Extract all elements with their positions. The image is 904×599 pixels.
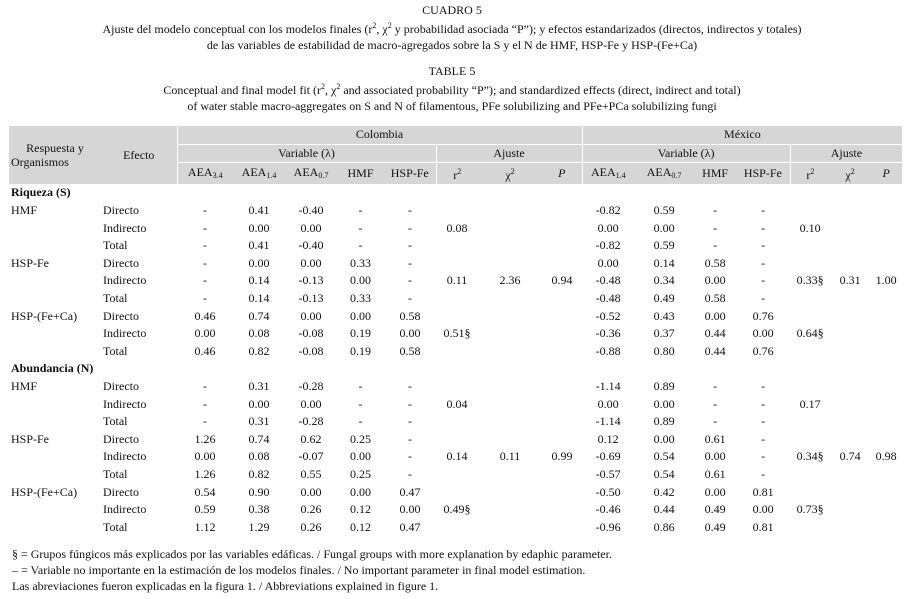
mexico-value: - (713, 379, 718, 394)
empty-cell (9, 466, 101, 484)
mexico-value: 0.59 (653, 203, 675, 218)
mexico-value: - (761, 255, 766, 270)
section-header-row (9, 360, 902, 378)
mexico-value: -0.36 (595, 326, 621, 341)
mexico-p: 0.98 (875, 449, 897, 464)
organism-name: HSP-Fe (11, 431, 50, 446)
header-colombia: Colombia (177, 126, 582, 144)
colombia-value: 0.19 (350, 343, 371, 358)
mexico-value: - (761, 466, 766, 481)
header-hspfe-mex: HSP-Fe (736, 163, 790, 185)
empty-cell (436, 360, 478, 378)
empty-cell (9, 219, 101, 237)
effect-name: Indirecto (103, 502, 147, 517)
effect-name: Indirecto (103, 220, 147, 235)
mexico-value: - (761, 431, 766, 446)
header-hmf-mex: HMF (694, 163, 736, 185)
colombia-value: 0.00 (350, 308, 371, 323)
empty-cell (9, 272, 101, 290)
effect-name: Indirecto (103, 449, 147, 464)
colombia-value: - (358, 203, 363, 218)
mexico-value: 0.61 (704, 431, 726, 446)
footnotes (12, 546, 612, 594)
colombia-value: - (408, 238, 412, 253)
empty-cell (9, 237, 101, 255)
mexico-value: 0.49 (704, 502, 726, 517)
colombia-value: - (203, 255, 207, 270)
mexico-value: - (713, 220, 718, 235)
mexico-value: -1.14 (595, 414, 621, 429)
colombia-value: 0.00 (248, 220, 270, 235)
header-p-mex: P (870, 163, 902, 185)
caption-es-label: CUADRO 5 (422, 3, 482, 17)
mexico-value: 0.00 (704, 308, 726, 323)
empty-cell (830, 360, 870, 378)
colombia-value: -0.13 (298, 273, 324, 288)
mexico-value: 0.76 (752, 308, 774, 323)
empty-cell (582, 184, 634, 202)
mexico-value: 0.49 (653, 291, 675, 306)
colombia-value: 0.00 (350, 484, 371, 499)
colombia-value: - (408, 449, 412, 464)
colombia-value: 0.33 (350, 291, 371, 306)
mexico-chi2: 0.31 (839, 273, 861, 288)
mexico-value: - (761, 238, 766, 253)
empty-cell (870, 360, 902, 378)
colombia-value: 0.12 (350, 519, 371, 534)
colombia-value: 0.55 (300, 466, 322, 481)
mexico-value: -0.48 (595, 273, 621, 288)
colombia-value: 0.08 (248, 326, 270, 341)
header-efecto: Efecto (101, 126, 177, 184)
colombia-value: 0.00 (194, 326, 216, 341)
organism-name: HSP-(Fe+Ca) (11, 308, 78, 323)
colombia-r2: 0.14 (446, 449, 468, 464)
colombia-value: 0.08 (248, 449, 270, 464)
caption-en-label: TABLE 5 (428, 64, 476, 78)
colombia-value: 0.19 (350, 326, 371, 341)
colombia-value: 0.31 (248, 414, 270, 429)
empty-cell (9, 518, 101, 536)
mexico-r2: 0.33§ (796, 273, 824, 288)
colombia-value: -0.08 (298, 343, 324, 358)
mexico-value: 0.43 (653, 308, 675, 323)
colombia-value: -0.07 (298, 449, 324, 464)
table-row (9, 483, 902, 501)
colombia-value: 0.31 (248, 379, 270, 394)
header-r2-col: $r^2$ (436, 163, 478, 185)
mexico-value: 0.00 (752, 326, 774, 341)
mexico-value: -1.14 (595, 379, 621, 394)
effect-name: Total (103, 519, 128, 534)
effect-name: Indirecto (103, 326, 147, 341)
colombia-value: 0.47 (399, 484, 421, 499)
colombia-value: 0.00 (300, 220, 322, 235)
empty-cell (542, 360, 582, 378)
mexico-value: 0.44 (704, 326, 726, 341)
colombia-p: 0.94 (551, 273, 573, 288)
mexico-value: 0.00 (653, 220, 675, 235)
mexico-chi2: 0.74 (839, 449, 861, 464)
table-row (9, 307, 902, 325)
colombia-value: 0.00 (350, 273, 371, 288)
mexico-value: 0.61 (704, 466, 726, 481)
table-row (9, 202, 902, 220)
colombia-value: - (358, 396, 363, 411)
empty-cell (478, 360, 542, 378)
header-ajuste-colombia: Ajuste (436, 144, 582, 163)
colombia-value: 0.33 (350, 255, 371, 270)
colombia-r2: 0.04 (446, 396, 468, 411)
empty-cell (337, 184, 384, 202)
mexico-value: -0.57 (595, 466, 621, 481)
footnote-1: § = Grupos fúngicos más explicados por las variables edáficas. / Fungal groups with more explanation by edaphic parameter. (12, 547, 612, 561)
colombia-value: - (203, 414, 207, 429)
colombia-p: 0.99 (551, 449, 573, 464)
header-respuesta: Respuesta y Organismos (9, 126, 101, 184)
colombia-value: 0.25 (350, 466, 371, 481)
mexico-value: -0.88 (595, 343, 621, 358)
mexico-value: 0.00 (597, 220, 619, 235)
empty-cell (233, 360, 285, 378)
mexico-value: -0.50 (595, 484, 621, 499)
colombia-value: - (408, 220, 412, 235)
empty-cell (830, 184, 870, 202)
colombia-value: -0.28 (298, 379, 324, 394)
mexico-value: 0.14 (653, 255, 675, 270)
empty-cell (9, 448, 101, 466)
colombia-value: 0.82 (248, 343, 270, 358)
colombia-value: 0.00 (194, 449, 216, 464)
colombia-value: 0.00 (350, 449, 371, 464)
header-aea-mex-1: $AEA_{1.4}$ (582, 163, 634, 185)
effect-name: Total (103, 291, 128, 306)
mexico-value: - (761, 396, 766, 411)
caption-es-line-2: de las variables de estabilidad de macro-agregados sobre la S y el N de HMF, HSP-Fe y HSP-(Fe+Ca) (206, 38, 698, 52)
mexico-value: 0.80 (653, 343, 675, 358)
mexico-r2: 0.64§ (796, 326, 824, 341)
header-chi2-col: $\chi^2$ (478, 163, 542, 185)
effect-name: Directo (103, 255, 139, 270)
effect-name: Directo (103, 203, 139, 218)
organism-name: HSP-Fe (11, 255, 50, 270)
empty-cell (9, 501, 101, 519)
colombia-value: -0.28 (298, 414, 324, 429)
header-aea-mex-2: $AEA_{0.7}$ (634, 163, 694, 185)
colombia-value: 0.00 (300, 308, 322, 323)
header-variable-mexico: Variable (λ) (582, 144, 790, 163)
empty-cell (177, 360, 233, 378)
colombia-value: 0.00 (300, 396, 322, 411)
empty-cell (285, 184, 337, 202)
effect-name: Directo (103, 379, 139, 394)
header-aea-col-2: $AEA_{1.4}$ (233, 163, 285, 185)
header-aea-col-3: $AEA_{0.7}$ (285, 163, 337, 185)
mexico-value: 0.81 (752, 484, 774, 499)
colombia-chi2: 2.36 (499, 273, 521, 288)
mexico-value: 0.12 (597, 431, 619, 446)
colombia-value: 0.59 (194, 502, 216, 517)
header-mexico: México (582, 126, 902, 144)
colombia-value: - (203, 203, 207, 218)
mexico-value: - (761, 379, 766, 394)
empty-cell (694, 184, 736, 202)
colombia-chi2: 0.11 (499, 449, 521, 464)
colombia-value: 0.00 (399, 326, 421, 341)
colombia-value: - (358, 379, 363, 394)
mexico-value: 0.54 (653, 449, 675, 464)
colombia-value: - (358, 220, 363, 235)
effect-name: Directo (103, 431, 139, 446)
empty-cell (790, 360, 830, 378)
mexico-value: 0.81 (752, 519, 774, 534)
section-title: Riqueza (S) (11, 185, 71, 200)
organism-name: HMF (11, 379, 38, 394)
colombia-r2: 0.08 (446, 220, 468, 235)
mexico-r2: 0.10 (799, 220, 821, 235)
mexico-value: 0.37 (653, 326, 675, 341)
colombia-r2: 0.51§ (443, 326, 471, 341)
colombia-r2: 0.49§ (443, 502, 471, 517)
empty-cell (337, 360, 384, 378)
colombia-value: 0.58 (399, 343, 421, 358)
colombia-value: - (203, 220, 207, 235)
header-aea-col-1: $AEA_{3.4}$ (177, 163, 233, 185)
colombia-value: -0.40 (298, 203, 324, 218)
header-ajuste-mexico: Ajuste (790, 144, 902, 163)
empty-cell (870, 184, 902, 202)
mexico-value: 0.89 (653, 414, 675, 429)
colombia-value: - (408, 414, 412, 429)
organism-name: HSP-(Fe+Ca) (11, 484, 78, 499)
mexico-p: 1.00 (875, 273, 897, 288)
colombia-value: 0.58 (399, 308, 421, 323)
colombia-value: 0.00 (399, 502, 421, 517)
effect-name: Indirecto (103, 396, 147, 411)
empty-cell (694, 360, 736, 378)
colombia-value: - (408, 255, 412, 270)
colombia-value: - (358, 414, 363, 429)
colombia-value: - (203, 291, 207, 306)
colombia-value: -0.13 (298, 291, 324, 306)
colombia-value: 0.47 (399, 519, 421, 534)
effect-name: Total (103, 238, 128, 253)
header-variable-colombia: Variable (λ) (177, 144, 436, 163)
colombia-value: - (408, 396, 412, 411)
organism-name: HMF (11, 203, 38, 218)
colombia-value: 0.26 (300, 502, 322, 517)
mexico-value: 0.00 (704, 484, 726, 499)
mexico-value: -0.48 (595, 291, 621, 306)
colombia-value: - (408, 273, 412, 288)
caption-es-line-1: Ajuste del modelo conceptual con los modelos finales ($r^2$, $\chi^2$ y probabilidad asociada “P”); y efectos estandarizados (directos, indirectos y totales) (102, 21, 802, 36)
empty-cell (9, 325, 101, 343)
colombia-value: - (358, 238, 363, 253)
colombia-value: - (408, 291, 412, 306)
footnote-3: Las abreviaciones fueron explicadas en la figura 1. / Abbreviations explained in figure 1. (12, 579, 439, 593)
empty-cell (582, 360, 634, 378)
header-r2-mex: $r^2$ (790, 163, 830, 185)
colombia-value: - (203, 396, 207, 411)
colombia-value: - (408, 431, 412, 446)
colombia-value: 0.82 (248, 466, 270, 481)
empty-cell (790, 184, 830, 202)
mexico-value: 0.00 (653, 396, 675, 411)
mexico-value: 0.44 (653, 502, 675, 517)
mexico-value: 0.49 (704, 519, 726, 534)
mexico-value: - (761, 414, 766, 429)
mexico-value: - (761, 291, 766, 306)
empty-cell (736, 360, 790, 378)
mexico-value: 0.44 (704, 343, 726, 358)
colombia-value: 0.00 (248, 396, 270, 411)
mexico-value: - (713, 396, 718, 411)
colombia-value: 1.29 (248, 519, 270, 534)
mexico-value: 0.00 (704, 273, 726, 288)
table-row (9, 378, 902, 396)
mexico-value: 0.59 (653, 238, 675, 253)
mexico-value: - (761, 449, 766, 464)
empty-cell (9, 343, 101, 361)
table-row (9, 431, 902, 449)
empty-cell (9, 395, 101, 413)
colombia-value: - (408, 466, 412, 481)
colombia-value: 0.41 (248, 203, 270, 218)
mexico-value: 0.89 (653, 379, 675, 394)
caption-en-line-2: of water stable macro-aggregates on S and N of filamentous, PFe solubilizing and PFe+PCa solubilizing fungi (187, 99, 717, 113)
colombia-value: 0.26 (300, 519, 322, 534)
colombia-value: 1.26 (194, 466, 216, 481)
table-row (9, 255, 902, 273)
empty-cell (634, 360, 694, 378)
empty-cell (634, 184, 694, 202)
empty-cell (736, 184, 790, 202)
colombia-value: -0.08 (298, 326, 324, 341)
mexico-value: -0.46 (595, 502, 621, 517)
effect-name: Total (103, 414, 128, 429)
empty-cell (436, 184, 478, 202)
mexico-value: -0.96 (595, 519, 621, 534)
colombia-value: 0.00 (300, 484, 322, 499)
colombia-value: 1.26 (194, 431, 216, 446)
mexico-value: - (713, 203, 718, 218)
effect-name: Indirecto (103, 273, 147, 288)
mexico-value: -0.82 (595, 203, 621, 218)
colombia-value: -0.40 (298, 238, 324, 253)
colombia-value: 0.46 (194, 308, 216, 323)
colombia-value: - (203, 379, 207, 394)
mexico-value: - (761, 273, 766, 288)
mexico-value: 0.86 (653, 519, 675, 534)
effect-name: Total (103, 466, 128, 481)
mexico-r2: 0.73§ (796, 502, 824, 517)
footnote-2: – = Variable no importante en la estimación de los modelos finales. / No important parameter in final model estimation. (12, 563, 586, 577)
mexico-r2: 0.34§ (796, 449, 824, 464)
colombia-value: 0.14 (248, 291, 270, 306)
mexico-value: 0.00 (704, 449, 726, 464)
empty-cell (9, 413, 101, 431)
colombia-value: 0.00 (248, 255, 270, 270)
section-title: Abundancia (N) (11, 361, 94, 376)
caption-en-line-1: Conceptual and final model fit ($r^2$, $\chi^2$ and associated probability “P”); and standardized effects (direct, indirect and total) (163, 82, 741, 97)
mexico-value: - (761, 203, 766, 218)
mexico-value: 0.34 (653, 273, 675, 288)
header-hspfe-col: HSP-Fe (384, 163, 436, 185)
colombia-value: 0.74 (248, 308, 270, 323)
section-header-row (9, 184, 902, 202)
mexico-value: 0.76 (752, 343, 774, 358)
empty-cell (384, 360, 436, 378)
effect-name: Directo (103, 308, 139, 323)
mexico-value: 0.00 (752, 502, 774, 517)
mexico-value: -0.52 (595, 308, 621, 323)
effect-name: Directo (103, 484, 139, 499)
empty-cell (233, 184, 285, 202)
mexico-value: - (761, 220, 766, 235)
header-hmf-col: HMF (337, 163, 384, 185)
colombia-value: 0.90 (248, 484, 270, 499)
mexico-value: 0.00 (653, 431, 675, 446)
empty-cell (478, 184, 542, 202)
colombia-value: 0.25 (350, 431, 371, 446)
colombia-value: 0.41 (248, 238, 270, 253)
mexico-value: 0.58 (704, 291, 726, 306)
mexico-value: 0.54 (653, 466, 675, 481)
mexico-value: 0.00 (597, 255, 619, 270)
results-table (9, 126, 902, 536)
empty-cell (177, 184, 233, 202)
mexico-value: 0.00 (597, 396, 619, 411)
colombia-r2: 0.11 (446, 273, 468, 288)
colombia-value: - (203, 273, 207, 288)
mexico-value: - (713, 414, 718, 429)
empty-cell (285, 360, 337, 378)
colombia-value: - (408, 379, 412, 394)
mexico-value: -0.82 (595, 238, 621, 253)
colombia-value: - (408, 203, 412, 218)
header-p-col: P (542, 163, 582, 185)
colombia-value: 0.12 (350, 502, 371, 517)
colombia-value: 0.00 (300, 255, 322, 270)
mexico-value: 0.42 (653, 484, 675, 499)
header-chi2-mex: $\chi^2$ (830, 163, 870, 185)
colombia-value: 0.62 (300, 431, 322, 446)
colombia-value: 0.46 (194, 343, 216, 358)
empty-cell (384, 184, 436, 202)
colombia-value: 0.54 (194, 484, 216, 499)
empty-cell (542, 184, 582, 202)
mexico-r2: 0.17 (799, 396, 821, 411)
mexico-value: 0.58 (704, 255, 726, 270)
colombia-value: 1.12 (194, 519, 216, 534)
colombia-value: - (203, 238, 207, 253)
mexico-value: - (713, 238, 718, 253)
colombia-value: 0.14 (248, 273, 270, 288)
colombia-value: 0.38 (248, 502, 270, 517)
empty-cell (9, 290, 101, 308)
table-captions (0, 2, 904, 114)
mexico-value: -0.69 (595, 449, 621, 464)
colombia-value: 0.74 (248, 431, 270, 446)
effect-name: Total (103, 343, 128, 358)
